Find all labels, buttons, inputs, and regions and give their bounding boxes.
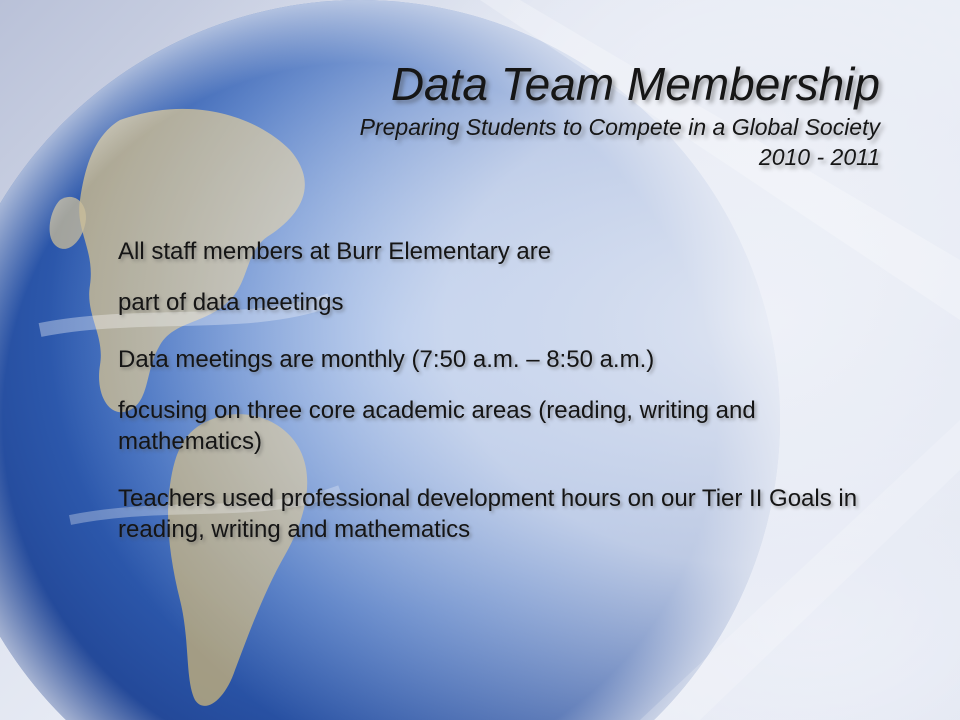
slide-year: 2010 - 2011 [758,144,880,170]
body-text-meetings-schedule: Data meetings are monthly (7:50 a.m. – 8:50 a.m.) [118,346,655,373]
body-text-staff-line2: part of data meetings [118,289,344,316]
title-block [150,56,880,172]
body-text-professional-development: Teachers used professional development hours on our Tier II Goals in reading, writing and mathematics [118,485,858,543]
slide-title: Data Team Membership [390,58,880,110]
body-text-core-areas: focusing on three core academic areas (reading, writing and mathematics) [118,397,756,455]
slide-body [118,236,878,545]
slide-subtitle: Preparing Students to Compete in a Global Society [359,114,880,140]
body-text-staff-line1: All staff members at Burr Elementary are [118,238,552,265]
